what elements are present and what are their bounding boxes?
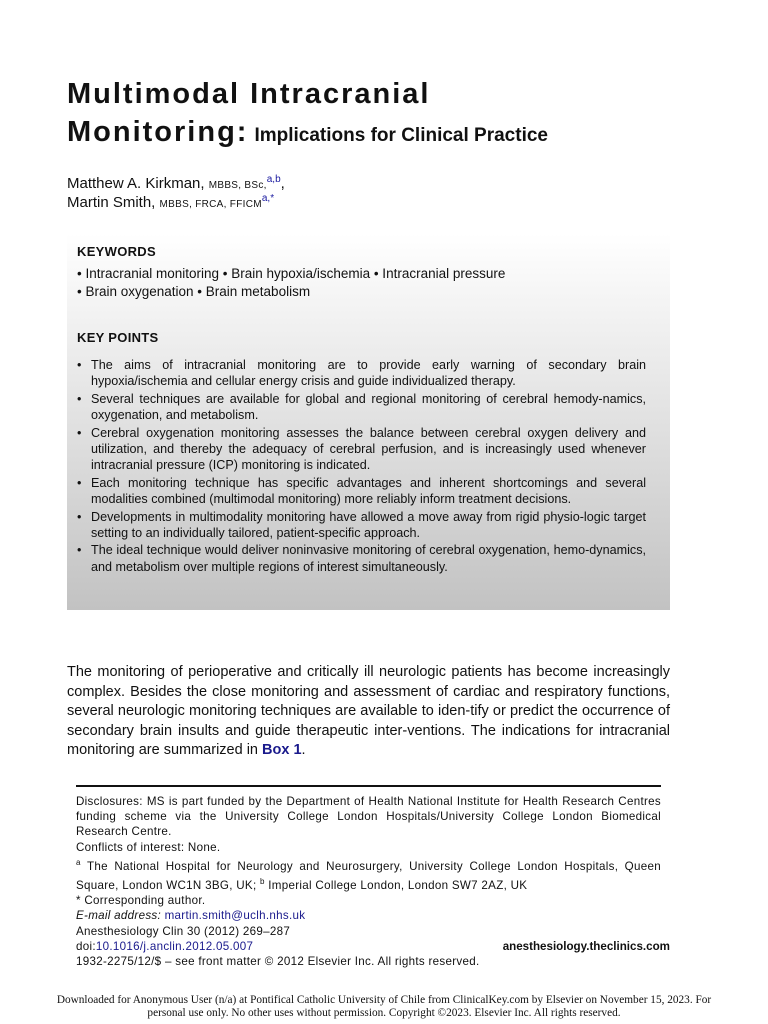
corresponding-author-note: * Corresponding author. xyxy=(76,893,206,907)
key-point-item: • Each monitoring technique has specific advantages and inherent shortcomings and several modalities combined (multimodal monitoring) more reliably inform treatment decisions. xyxy=(77,475,646,508)
intro-end: . xyxy=(301,742,306,758)
author-degrees: MBBS, BSc, xyxy=(208,180,267,191)
doi-label: doi: xyxy=(76,940,96,954)
article-title: Multimodal Intracranial xyxy=(67,78,431,110)
key-point-item: • Several techniques are available for global and regional monitoring of cerebral hemody-namics, oxygenation, and metabolism. xyxy=(77,391,646,424)
author-affiliation-link[interactable]: a,* xyxy=(261,193,275,204)
keywords-line: • Brain oxygenation • Brain metabolism xyxy=(77,284,311,299)
author-affiliation-link[interactable]: a,b xyxy=(266,174,281,185)
author-separator: , xyxy=(280,175,285,192)
key-points-list xyxy=(77,357,646,576)
email-label: E-mail address: xyxy=(76,909,162,923)
intro-text: The monitoring of perioperative and critically ill neurologic patients has become increasingly complex. Besides the close monitoring and assessment of cardiac and respiratory functions, several neurologic monitoring techniques are available to iden-tify or predict the occurrence of secondary brain insults and guide therapeutic inter-ventions. The indications for intracranial monitoring are summarized in xyxy=(67,664,670,758)
author-name: Matthew A. Kirkman, xyxy=(67,175,205,192)
download-notice: Downloaded for Anonymous User (n/a) at Pontifical Catholic University of Chile from ClinicalKey.com by Elsevier on November 15, 2023. For personal use only. No other uses without permission. Copyright ©2023. Elsevier Inc. All rights reserved. xyxy=(56,994,712,1019)
footnote-divider xyxy=(76,785,661,787)
article-title-line2 xyxy=(67,112,548,149)
keywords-line: • Intracranial monitoring • Brain hypoxia/ischemia • Intracranial pressure xyxy=(77,266,506,281)
intro-paragraph xyxy=(67,663,670,761)
author-name: Martin Smith, xyxy=(67,194,156,211)
key-point-item: • The ideal technique would deliver noninvasive monitoring of cerebral oxygenation, hemo-dynamics, and metabolism over multiple regions of interest simultaneously. xyxy=(77,542,646,575)
key-points-heading: KEY POINTS xyxy=(77,330,159,345)
email-link[interactable]: martin.smith@uclh.nhs.uk xyxy=(164,909,306,923)
affiliation-a-mark: a xyxy=(76,857,81,867)
citation: Anesthesiology Clin 30 (2012) 269–287 xyxy=(76,925,291,938)
affiliation-a: The National Hospital for Neurology and Neurosurgery, University College London Hospitals, Queen Square, London WC1N 3BG, UK; xyxy=(76,859,661,892)
affiliation-b: Imperial College London, London SW7 2AZ, UK xyxy=(264,878,528,892)
conflicts-note: Conflicts of interest: None. xyxy=(76,840,221,854)
keywords-heading: KEYWORDS xyxy=(77,244,156,259)
journal-site: anesthesiology.theclinics.com xyxy=(502,940,670,954)
article-title-continued: Monitoring: xyxy=(67,116,249,148)
key-point-item: • Developments in multimodality monitoring have allowed a move away from rigid physio-logic target setting to an individually tailored, patient-specific approach. xyxy=(77,509,646,542)
box-1-link[interactable]: Box 1 xyxy=(262,742,302,758)
journal-info xyxy=(76,924,670,970)
affiliation-b-mark: b xyxy=(259,876,265,886)
author-1 xyxy=(67,174,285,192)
keywords-keypoints-box xyxy=(67,234,670,610)
key-point-item: • The aims of intracranial monitoring are to provide early warning of secondary brain hypoxia/ischemia and cellular energy crisis and guide individualized therapy. xyxy=(77,357,646,390)
article-subtitle: Implications for Clinical Practice xyxy=(254,125,548,146)
author-degrees: MBBS, FRCA, FFICM xyxy=(159,199,262,210)
author-2 xyxy=(67,193,274,211)
affiliations-note xyxy=(76,855,661,893)
doi-link[interactable]: 10.1016/j.anclin.2012.05.007 xyxy=(95,940,254,954)
email-note xyxy=(76,908,661,923)
copyright: 1932-2275/12/$ – see front matter © 2012 Elsevier Inc. All rights reserved. xyxy=(76,955,480,969)
doi-row xyxy=(76,939,670,954)
disclosures-note: Disclosures: MS is part funded by the Department of Health National Institute for Health Research Centres funding scheme via the University College London Hospitals/University College London Biomedical Research Centre. xyxy=(76,795,661,839)
key-point-item: • Cerebral oxygenation monitoring assesses the balance between cerebral oxygen delivery and utilization, and thereby the adequacy of cerebral perfusion, and is increasingly used whenever intracranial pressure (ICP) monitoring is indicated. xyxy=(77,425,646,474)
footnotes xyxy=(76,794,661,923)
